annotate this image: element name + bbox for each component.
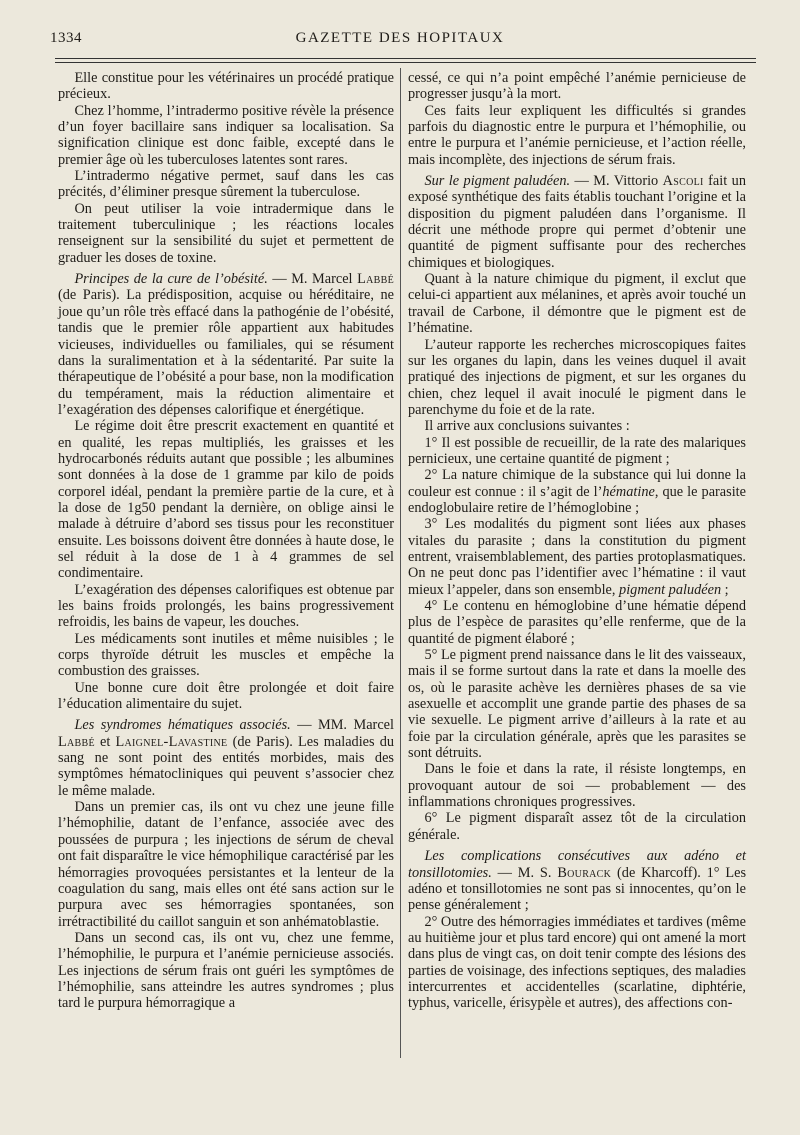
emphasis: pigment paludéen [619,581,722,598]
paragraph: Les médicaments sont inutiles et même nuisibles ; le corps thyroïde détruit les muscles et empêche la combustion des graisses. [58,630,394,680]
paragraph: Chez l’homme, l’intradermo positive révèle la présence d’un foyer bacillaire sans indiquer sa localisation. Sa signification clinique est donc faible, excepté dans le premier âge où les tuberculoses latentes sont rares. [58,102,394,168]
conclusion-text: ; [721,581,729,598]
emphasis: hématine [602,483,655,500]
separator: — M. Vittorio [570,173,663,190]
conclusion-item: 1° Il est possible de recueillir, de la rate des malariques pernicieux, une certaine quantité de pigment ; [408,434,746,467]
paragraph: Quant à la nature chimique du pigment, il exclut que celui-ci appartient aux mélanines, et après avoir touché un travail de Carbone, il démontre que le pigment est de l’hématine. [408,271,746,337]
section-title: Principes de la cure de l’obésité. [74,271,268,288]
conjunction: et [94,733,116,750]
paragraph: Elle constitue pour les vétérinaires un procédé pratique précieux. [58,70,394,103]
journal-title: GAZETTE DES HOPITAUX [295,30,505,46]
author-name: Bourack [557,864,612,881]
page-number: 1334 [50,30,82,46]
conclusion-item [408,467,746,516]
section-complications [408,848,746,913]
author-name: Laignel-Lavastine [115,733,228,750]
conclusion-item: 2° Outre des hémorragies immédiates et tardives (même au huitième jour et plus tard encore) qui ont amené la mort dans plus de vingt cas, on doit tenir compte des lésions des parties de voisinage, des infections septiques, des maladies intercurrentes et accidentelles (scarlatine, diphtérie, typhus, varicelle, érisypèle et autres), des affections con- [408,913,746,1012]
section-intro: fait un exposé synthétique des faits établis touchant l’origine et la disposition du pigment paludéen dans l’organisme. Il décrit une méthode propre qui permet d’obtenir une quantité de pigment suffisante pour des recherches chimiques et biologiques. [408,173,746,271]
author-name: Labbé [58,733,95,750]
page-header [50,30,750,52]
separator: — M. S. [491,864,558,881]
conclusion-item [408,516,746,598]
conclusion-text: , que le parasite endoglobulaire retire de l’hémoglobine ; [408,483,746,516]
paragraph: Il arrive aux conclusions suivantes : [424,418,630,435]
paragraph: cessé, ce qui n’a point empêché l’anémie pernicieuse de progresser jusqu’à la mort. [408,70,746,103]
section-intro: (de Paris). Les maladies du sang ne sont point des entités morbides, mais des symptômes hématocliniques qui peuvent s’associer chez le même malade. [58,733,395,799]
section-malarial-pigment [408,173,746,271]
column-divider [400,68,401,1058]
section-obesity [58,271,394,418]
conclusion-item: 4° Le contenu en hémoglobine d’une hématie dépend plus de l’espèce de parasites qu’elle renferme, que de la quantité de pigment élaboré ; [408,598,746,647]
paragraph: L’exagération des dépenses calorifiques est obtenue par les bains froids prolongés, les bains progressivement refroidis, les bains de vapeur, les douches. [58,581,394,631]
paragraph: L’intradermo négative permet, sauf dans les cas précités, d’éliminer presque sûrement la tuberculose. [58,168,394,201]
conclusion-text: 3° Les modalités du pigment sont liées aux phases vitales du parasite ; dans la constitution du pigment entrent, vraisemblablement, des parties protoplasmatiques. On ne peut donc pas l’identifier avec l’hématine : il vaut mieux l’appeler, dans son ensemble, [408,516,746,598]
section-hematic-syndromes [58,717,394,799]
author-name: Labbé [357,271,394,288]
paragraph: Une bonne cure doit être prolongée et doit faire l’éducation alimentaire du sujet. [58,679,394,713]
separator: — M. Marcel [267,271,358,288]
author-name: Ascoli [662,173,704,190]
paragraph: L’auteur rapporte les recherches microscopiques faites sur les organes du lapin, dans les veines duquel il avait pratiqué des injections de pigment, et sur les organes du chien, chez lequel il avait inoculé le pigment dans le parenchyme du foie et de la rate. [408,336,746,418]
conclusion-item: 5° Le pigment prend naissance dans le lit des vaisseaux, mais il se forme surtout dans la rate et dans la moelle des os, où le parasite achève les dernières phases de sa vie asexuelle et accomplit une grande partie des phases de sa vie sexuelle. Le pigment arrive d’ailleurs à la rate et au foie par la circulation générale, après que les parasites se sont détruits. [408,647,746,762]
conclusion-item: 6° Le pigment disparaît assez tôt de la circulation générale. [408,810,746,843]
paragraph: On peut utiliser la voie intradermique dans le traitement tuberculinique ; les réactions locales renseignent sur la sensibilité du sujet et permettent de graduer les doses de toxine. [58,200,394,266]
separator: — MM. Marcel [290,717,394,734]
right-column [408,70,746,1012]
section-intro: (de Paris). La prédisposition, acquise ou héréditaire, ne joue qu’un rôle très effacé dans la pathogénie de l’obésité, tandis que le premier rôle appartient aux habitudes vicieuses, individuelles ou familiales, qui se résument dans la suralimentation et à la sédentarité. Par suite la thérapeutique de l’obésité a pour base, non la modification du tempérament, mais la réduction alimentaire et l’exagération des dépenses calorifique et énergétique. [58,287,394,418]
left-column [58,70,394,1012]
paragraph: Dans le foie et dans la rate, il résiste longtemps, en provoquant autour de soi — probablement — des inflammations chroniques progressives. [408,761,746,811]
paragraph: Dans un second cas, ils ont vu, chez une femme, l’hémophilie, le purpura et l’anémie pernicieuse associés. Les injections de sérum frais ont guéri les symptômes de l’hémophilie, sans atteindre les autres syndromes ; plus tard le purpura hémorragique a [58,929,394,1012]
section-intro: (de Kharcoff). 1° Les adéno et tonsillotomies ne sont pas si innocentes, qu’on le pense généralement ; [408,864,747,914]
header-rule [55,58,756,59]
header-rule-double [55,62,756,63]
conclusion-text: 2° La nature chimique de la substance qui lui donne la couleur est connue : il s’agit de l’ [408,467,746,500]
section-title: Les complications consécutives aux adéno et tonsillotomies. [408,848,746,881]
paragraph: Le régime doit être prescrit exactement en quantité et en qualité, les repas multipliés, les graisses et les hydrocarbonés réduits autant que possible ; les albumines sont données à la dose de 1 gramme par kilo de poids corporel idéal, pendant la première partie de la cure, et à la dose de 1g50 pendant la dernière, on oblige ainsi le malade à détruire d’abord ses tissus pour les reconstituer ensuite. Les boissons doivent être données à haute dose, le sel réduit à la dose de 1 à 4 grammes de sel condimentaire. [58,418,394,582]
section-title: Sur le pigment paludéen. [424,173,571,190]
section-title: Les syndromes hématiques associés. [74,717,291,734]
paragraph: Dans un premier cas, ils ont vu chez une jeune fille l’hémophilie, datant de l’enfance, associée avec des poussées de purpura ; les injections de sérum de cheval ont fait disparaître le vice hémophilique caractérisé par les hémorragies provoquées persistantes et la lenteur de la coagulation du sang, mais elles ont été sans action sur le purpura avec ses hémorragies spontanées, son irrétractibilité du caillot sanguin et son anhématoblastie. [58,799,394,930]
paragraph: Ces faits leur expliquent les difficultés si grandes parfois du diagnostic entre le purpura et l’hémophilie, ou entre le purpura et l’anémie pernicieuse, et l’action réelle, mais incomplète, des injections de sérum frais. [408,102,746,168]
